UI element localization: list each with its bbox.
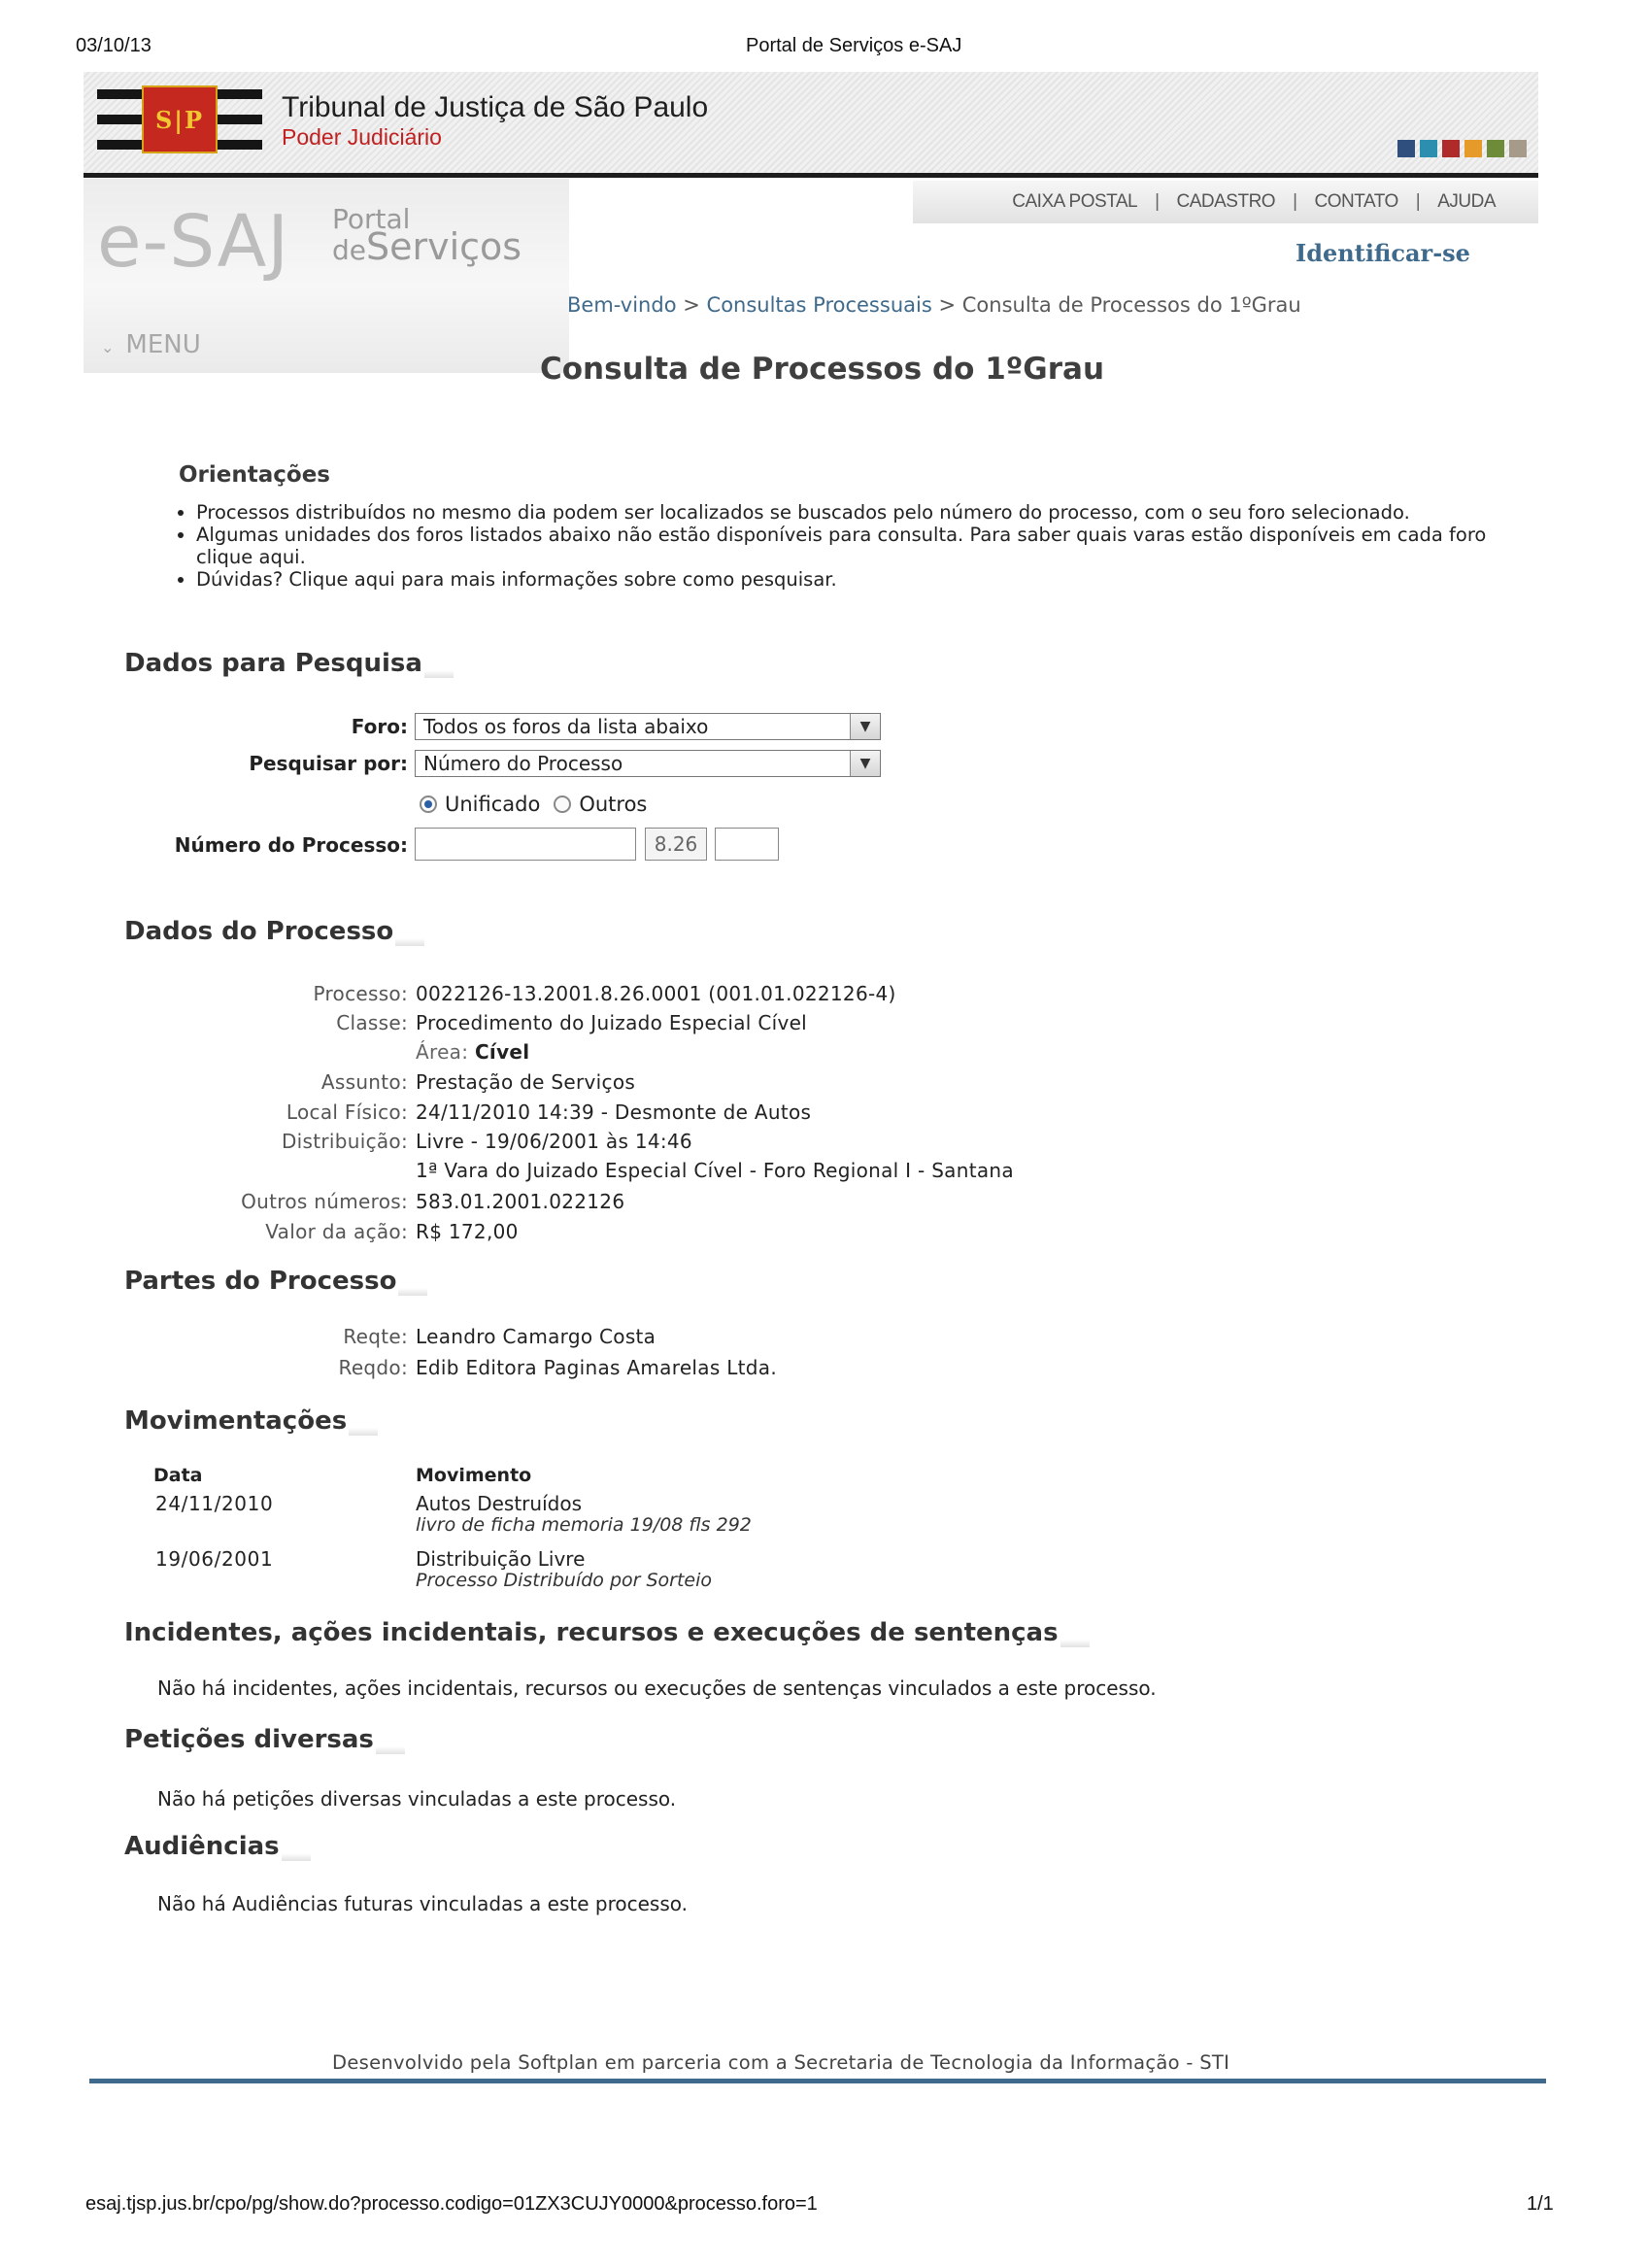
- distribuicao-vara: 1ª Vara do Juizado Especial Cível - Foro Regional I - Santana: [416, 1159, 1014, 1182]
- mov-title: Autos Destruídos: [416, 1492, 582, 1515]
- page-title: Consulta de Processos do 1ºGrau: [540, 352, 1105, 387]
- list-item: • Processos distribuídos no mesmo dia podem ser localizados se buscados pelo número do processo, com o seu foro selecionado.: [196, 501, 1517, 524]
- numero-format-radios: [420, 793, 647, 816]
- orientacoes-title: Orientações: [179, 462, 330, 488]
- distribuicao-value: Livre - 19/06/2001 às 14:46: [416, 1130, 692, 1153]
- color-square-icon: [1487, 140, 1504, 157]
- mov-date: 19/06/2001: [155, 1547, 274, 1571]
- footer-divider: [89, 2079, 1546, 2083]
- dropdown-arrow-icon[interactable]: ▼: [850, 714, 880, 739]
- color-square-icon: [1509, 140, 1527, 157]
- brand-servicos-text: Serviços: [366, 225, 522, 268]
- classe-label: Classe:: [336, 1011, 408, 1034]
- local-fisico-label: Local Físico:: [286, 1100, 408, 1124]
- print-title: Portal de Serviços e-SAJ: [746, 35, 962, 56]
- mov-detail: Processo Distribuído por Sorteio: [416, 1570, 713, 1591]
- breadcrumb-home[interactable]: Bem-vindo: [567, 293, 677, 317]
- reqte-value: Leandro Camargo Costa: [416, 1325, 656, 1348]
- numero-processo-justica-field: 8.26: [645, 828, 707, 861]
- processo-label: Processo:: [313, 982, 408, 1005]
- court-name: Tribunal de Justiça de São Paulo: [282, 91, 709, 123]
- section-dados-pesquisa: Dados para Pesquisa: [124, 649, 454, 678]
- print-page-number: 1/1: [1527, 2193, 1554, 2215]
- reqdo-value: Edib Editora Paginas Amarelas Ltda.: [416, 1356, 778, 1379]
- top-navigation: CAIXA POSTAL | CADASTRO | CONTATO | AJUDA: [913, 181, 1538, 223]
- menu-button[interactable]: [101, 330, 201, 359]
- audiencias-text: Não há Audiências futuras vinculadas a este processo.: [157, 1892, 688, 1915]
- pesquisar-por-value: Número do Processo: [423, 752, 623, 775]
- portal-servicos-logo: [332, 203, 522, 268]
- print-url: esaj.tjsp.jus.br/cpo/pg/show.do?processo.codigo=01ZX3CUJY0000&processo.foro=1: [85, 2193, 818, 2215]
- mov-date: 24/11/2010: [155, 1492, 274, 1515]
- section-audiencias: Audiências: [124, 1832, 311, 1861]
- nav-ajuda[interactable]: AJUDA: [1437, 191, 1496, 212]
- breadcrumb-current: Consulta de Processos do 1ºGrau: [961, 293, 1301, 317]
- assunto-value: Prestação de Serviços: [416, 1070, 636, 1094]
- dropdown-arrow-icon[interactable]: ▼: [850, 751, 880, 776]
- area-label: Área:: [416, 1040, 469, 1064]
- list-item: • Dúvidas? Clique aqui para mais informações sobre como pesquisar.: [196, 568, 1517, 591]
- section-dados-processo: Dados do Processo: [124, 917, 424, 946]
- col-movimento-header: Movimento: [416, 1465, 532, 1486]
- outros-numeros-label: Outros números:: [241, 1190, 408, 1213]
- pesquisar-por-label: Pesquisar por:: [249, 752, 408, 775]
- brand-de-text: de: [332, 234, 366, 266]
- mov-detail: livro de ficha memoria 19/08 fls 292: [416, 1514, 752, 1536]
- numero-processo-label: Número do Processo:: [174, 833, 408, 857]
- identify-link[interactable]: Identificar-se: [1296, 239, 1470, 267]
- esaj-logo[interactable]: e-SAJ: [97, 200, 290, 284]
- outros-numeros-value: 583.01.2001.022126: [416, 1190, 625, 1213]
- nav-contato[interactable]: CONTATO: [1314, 191, 1398, 212]
- radio-unificado-label: Unificado: [445, 793, 541, 816]
- footer-credit: Desenvolvido pela Softplan em parceria com a Secretaria de Tecnologia da Informação - STI: [332, 2051, 1230, 2074]
- print-date: 03/10/13: [76, 35, 151, 56]
- area-value: Cível: [474, 1040, 530, 1064]
- court-subtitle: Poder Judiciário: [282, 124, 442, 150]
- mov-title: Distribuição Livre: [416, 1547, 586, 1571]
- processo-value: 0022126-13.2001.8.26.0001 (001.01.022126-4): [416, 982, 896, 1005]
- foro-label: Foro:: [351, 715, 408, 738]
- nav-cadastro[interactable]: CADASTRO: [1176, 191, 1276, 212]
- orientacoes-list: [171, 501, 1517, 591]
- court-logo[interactable]: [97, 85, 262, 153]
- court-banner: [84, 72, 1538, 178]
- radio-unificado[interactable]: [420, 795, 437, 813]
- assunto-label: Assunto:: [320, 1070, 408, 1094]
- foro-select-value: Todos os foros da lista abaixo: [423, 715, 709, 738]
- pesquisar-por-select[interactable]: [415, 750, 881, 777]
- classe-value: Procedimento do Juizado Especial Cível: [416, 1011, 808, 1034]
- reqte-label: Reqte:: [343, 1325, 408, 1348]
- section-peticoes: Petições diversas: [124, 1725, 405, 1754]
- section-movimentacoes: Movimentações: [124, 1406, 378, 1436]
- numero-processo-foro-input[interactable]: [715, 828, 779, 861]
- court-crest-icon: S|P: [142, 85, 218, 153]
- peticoes-text: Não há petições diversas vinculadas a este processo.: [157, 1787, 677, 1811]
- list-item: • Algumas unidades dos foros listados abaixo não estão disponíveis para consulta. Para saber quais varas estão disponíveis em cada foro clique aqui.: [196, 524, 1517, 568]
- color-square-icon: [1420, 140, 1437, 157]
- valor-acao-label: Valor da ação:: [265, 1220, 408, 1243]
- col-data-header: Data: [153, 1465, 203, 1486]
- valor-acao-value: R$ 172,00: [416, 1220, 519, 1243]
- breadcrumb-consultas[interactable]: Consultas Processuais: [706, 293, 932, 317]
- section-partes: Partes do Processo: [124, 1267, 427, 1296]
- section-incidentes: Incidentes, ações incidentais, recursos e execuções de sentenças: [124, 1618, 1090, 1647]
- color-square-icon: [1397, 140, 1415, 157]
- breadcrumb: Bem-vindo > Consultas Processuais > Consulta de Processos do 1ºGrau: [567, 293, 1301, 317]
- foro-select[interactable]: [415, 713, 881, 740]
- radio-outros-label: Outros: [579, 793, 648, 816]
- color-squares: [1397, 140, 1527, 157]
- nav-caixa-postal[interactable]: CAIXA POSTAL: [1012, 191, 1138, 212]
- brand-portal-text: Portal: [332, 203, 411, 235]
- radio-outros[interactable]: [554, 795, 571, 813]
- color-square-icon: [1464, 140, 1482, 157]
- numero-processo-input[interactable]: [415, 828, 636, 861]
- menu-label: MENU: [125, 330, 201, 359]
- chevron-down-icon: ⌄: [101, 338, 115, 356]
- reqdo-label: Reqdo:: [338, 1356, 408, 1379]
- local-fisico-value: 24/11/2010 14:39 - Desmonte de Autos: [416, 1100, 812, 1124]
- area-row: [416, 1040, 529, 1064]
- color-square-icon: [1442, 140, 1460, 157]
- distribuicao-label: Distribuição:: [281, 1130, 408, 1153]
- incidentes-text: Não há incidentes, ações incidentais, recursos ou execuções de sentenças vinculados a este processo.: [157, 1676, 1157, 1700]
